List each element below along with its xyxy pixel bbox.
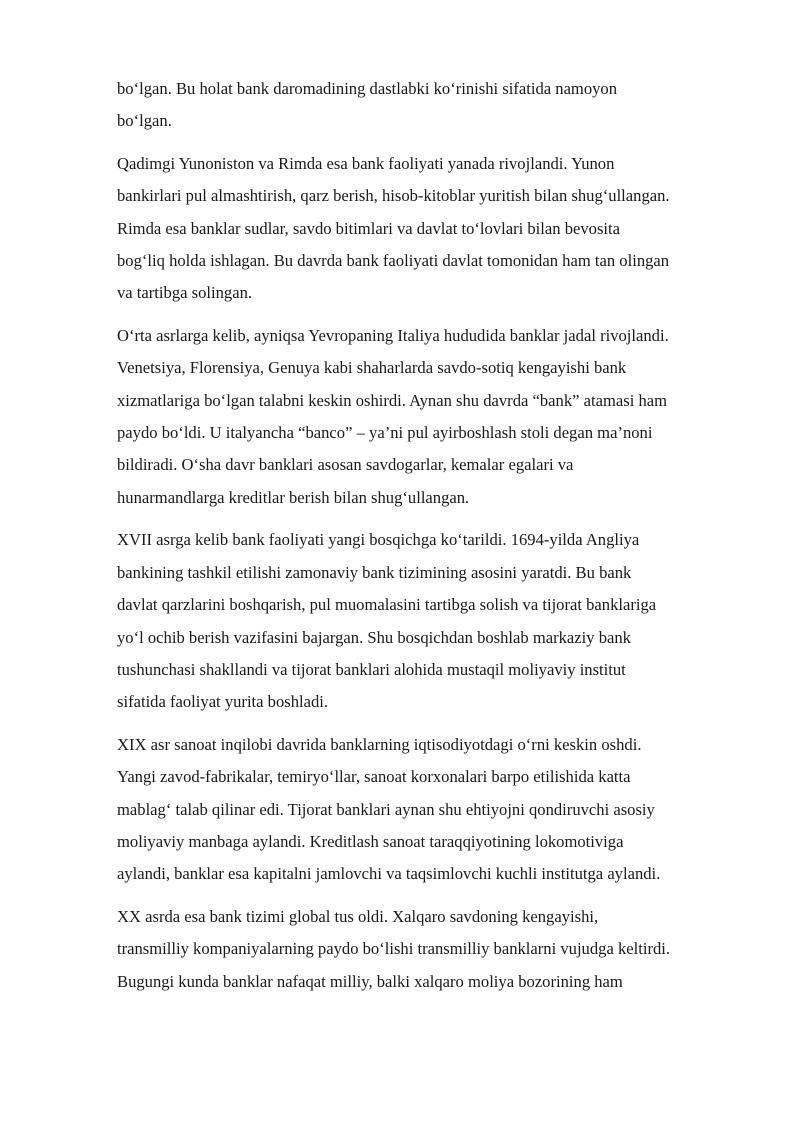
document-body xyxy=(117,73,745,1008)
text-line: yo‘l ochib berish vazifasini bajargan. Shu bosqichdan boshlab markaziy bank xyxy=(117,627,631,647)
text-line: Qadimgi Yunoniston va Rimda esa bank faoliyati yanada rivojlandi. Yunon xyxy=(117,153,615,173)
text-line: Bugungi kunda banklar nafaqat milliy, balki xalqaro moliya bozorining ham xyxy=(117,971,623,991)
text-line: sifatida faoliyat yurita boshladi. xyxy=(117,692,329,712)
text-line: O‘rta asrlarga kelib, ayniqsa Yevropaning Italiya hududida banklar jadal rivojlandi. xyxy=(117,325,669,345)
text-line: hunarmandlarga kreditlar berish bilan shug‘ullangan. xyxy=(117,487,470,507)
paragraph-1 xyxy=(117,73,745,138)
text-line: bo‘lgan. xyxy=(117,111,172,131)
text-line: Venetsiya, Florensiya, Genuya kabi shaharlarda savdo-sotiq kengayishi bank xyxy=(117,358,627,378)
text-line: bankirlari pul almashtirish, qarz berish, hisob-kitoblar yuritish bilan shug‘ullangan. xyxy=(117,186,670,206)
text-line: bog‘liq holda ishlagan. Bu davrda bank faoliyati davlat tomonidan ham tan olingan xyxy=(117,251,670,271)
text-line: transmilliy kompaniyalarning paydo bo‘lishi transmilliy banklarni vujudga keltirdi. xyxy=(117,939,671,959)
text-line: paydo bo‘ldi. U italyancha “banco” – ya’ni pul ayirboshlash stoli degan ma’noni xyxy=(117,423,653,443)
paragraph-4 xyxy=(117,524,745,718)
text-line: bo‘lgan. Bu holat bank daromadining dastlabki ko‘rinishi sifatida namoyon xyxy=(117,79,618,98)
paragraph-2 xyxy=(117,148,745,310)
text-line: bankining tashkil etilishi zamonaviy bank tizimining asosini yaratdi. Bu bank xyxy=(117,562,632,582)
text-line: XVII asrga kelib bank faoliyati yangi bosqichga ko‘tarildi. 1694-yilda Angliya xyxy=(117,530,640,550)
text-line: davlat qarzlarini boshqarish, pul muomalasini tartibga solish va tijorat banklariga xyxy=(117,595,657,615)
text-line: bildiradi. O‘sha davr banklari asosan savdogarlar, kemalar egalari va xyxy=(117,455,574,475)
paragraph-5 xyxy=(117,729,745,891)
text-line: moliyaviy manbaga aylandi. Kreditlash sanoat taraqqiyotining lokomotiviga xyxy=(117,831,624,851)
paragraph-6 xyxy=(117,901,745,998)
text-line: tushunchasi shakllandi va tijorat banklari alohida mustaqil moliyaviy institut xyxy=(117,659,626,679)
text-line: Rimda esa banklar sudlar, savdo bitimlari va davlat to‘lovlari bilan bevosita xyxy=(117,218,621,238)
text-line: aylandi, banklar esa kapitalni jamlovchi va taqsimlovchi kuchli institutga aylandi. xyxy=(117,864,661,884)
text-line: xizmatlariga bo‘lgan talabni keskin oshirdi. Aynan shu davrda “bank” atamasi ham xyxy=(117,390,668,410)
text-line: va tartibga solingan. xyxy=(117,283,253,303)
text-line: mablag‘ talab qilinar edi. Tijorat banklari aynan shu ehtiyojni qondiruvchi asosiy xyxy=(117,799,655,819)
text-line: Yangi zavod-fabrikalar, temiryo‘llar, sanoat korxonalari barpo etilishida katta xyxy=(117,767,631,787)
text-line: XX asrda esa bank tizimi global tus oldi. Xalqaro savdoning kengayishi, xyxy=(117,906,599,926)
paragraph-3 xyxy=(117,320,745,514)
text-line: XIX asr sanoat inqilobi davrida banklarning iqtisodiyotdagi o‘rni keskin oshdi. xyxy=(117,734,642,754)
